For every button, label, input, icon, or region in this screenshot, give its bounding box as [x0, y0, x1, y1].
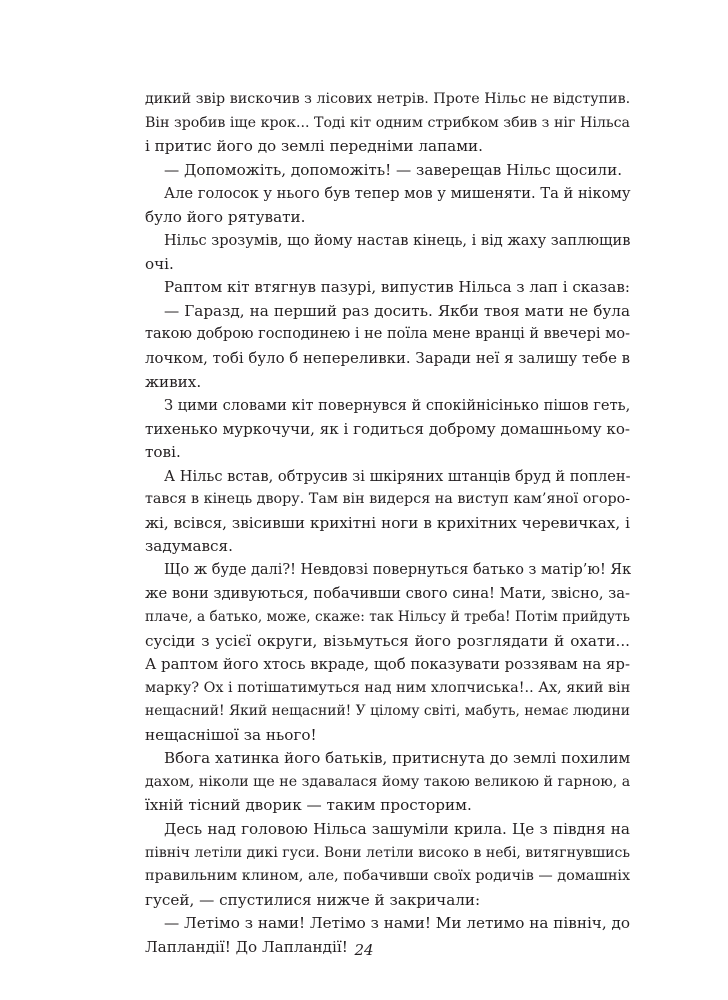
text-line: Він зробив іще крок... Тоді кіт одним стрибком збив з ніг Нільса [145, 114, 630, 131]
text-line: задумався. [145, 537, 233, 556]
text-line: плаче, а батько, може, скаже: так Нільсу й треба! Потім прийдуть [145, 609, 630, 626]
body-text [145, 88, 630, 959]
text-line: живих. [145, 372, 202, 391]
text-line: же вони здивуються, побачивши свого сина! Мати, звісно, за- [145, 585, 631, 603]
text-line: Нільс зрозумів, що йому настав кінець, і від жаху заплющив [164, 232, 631, 250]
text-line: жі, всівся, звісивши крихітні ноги в крихітних черевичках, і [145, 513, 630, 532]
text-line: — Гаразд, на перший раз досить. Якби твоя мати не була [164, 301, 630, 320]
text-line: тихенько муркочучи, як і годиться доброму домашньому ко- [145, 419, 631, 438]
text-line: З цими словами кіт повернувся й спокійнісінько пішов геть, [164, 397, 631, 415]
text-line: такою доброю господинею і не поїла мене вранці й ввечері мо- [145, 326, 630, 343]
text-line: очі. [145, 254, 174, 273]
text-line: правильним клином, але, побачивши своїх родичів — домашніх [145, 868, 631, 885]
text-line: нещасний! Який нещасний! У цілому світі, мабуть, немає людини [145, 703, 630, 720]
text-line: Вбога хатинка його батьків, притиснута до землі похилим [164, 749, 631, 768]
text-line: А Нільс встав, обтрусив зі шкіряних штанців бруд й поплен- [164, 467, 631, 485]
text-line: — Допоможіть, допоможіть! — заверещав Нільс щосили. [164, 160, 623, 179]
text-line: було його рятувати. [145, 207, 306, 226]
text-line: А раптом його хтось вкраде, щоб показувати роззявам на яр- [145, 655, 630, 674]
text-line: північ летіли дикі гуси. Вони летіли високо в небі, витягнувшись [145, 844, 630, 861]
text-line: Десь над головою Нільса зашуміли крила. Це з півдня на [164, 819, 630, 838]
text-line: Раптом кіт втягнув пазурі, випустив Нільса з лап і сказав: [164, 278, 630, 297]
text-line: і притис його до землі передніми лапами. [145, 137, 484, 156]
text-line: Але голосок у нього був тепер мов у мишеняти. Та й нікому [164, 185, 631, 203]
text-line: сусіди з усієї округи, візьмуться його розглядати й охати... [145, 631, 630, 650]
text-line: дахом, ніколи ще не здавалася йому такою великою й гарною, а [145, 773, 631, 790]
text-line: тався в кінець двору. Там він видерся на виступ кам’яної огоро- [145, 491, 631, 508]
text-line: Лапландії! До Лапландії! [145, 937, 348, 956]
text-line: — Летімо з нами! Летімо з нами! Ми летимо на північ, до [164, 914, 630, 933]
text-line: нещаснішої за нього! [145, 725, 317, 744]
text-line: гусей, — спустилися нижче й закричали: [145, 890, 481, 909]
text-line: дикий звір вискочив з лісових нетрів. Проте Нільс не відступив. [145, 91, 631, 107]
text-line: лочком, тобі було б непереливки. Заради неї я залишу тебе в [145, 349, 631, 368]
text-line: марку? Ох і потішатимуться над ним хлопчиська!.. Ах, який він [145, 679, 631, 696]
text-line: Що ж буде далі?! Невдовзі повернуться батько з матір’ю! Як [164, 561, 632, 578]
text-line: тові. [145, 443, 181, 462]
text-line: їхній тісний дворик — таким просторим. [145, 796, 472, 815]
page-number: 24 [354, 941, 374, 959]
